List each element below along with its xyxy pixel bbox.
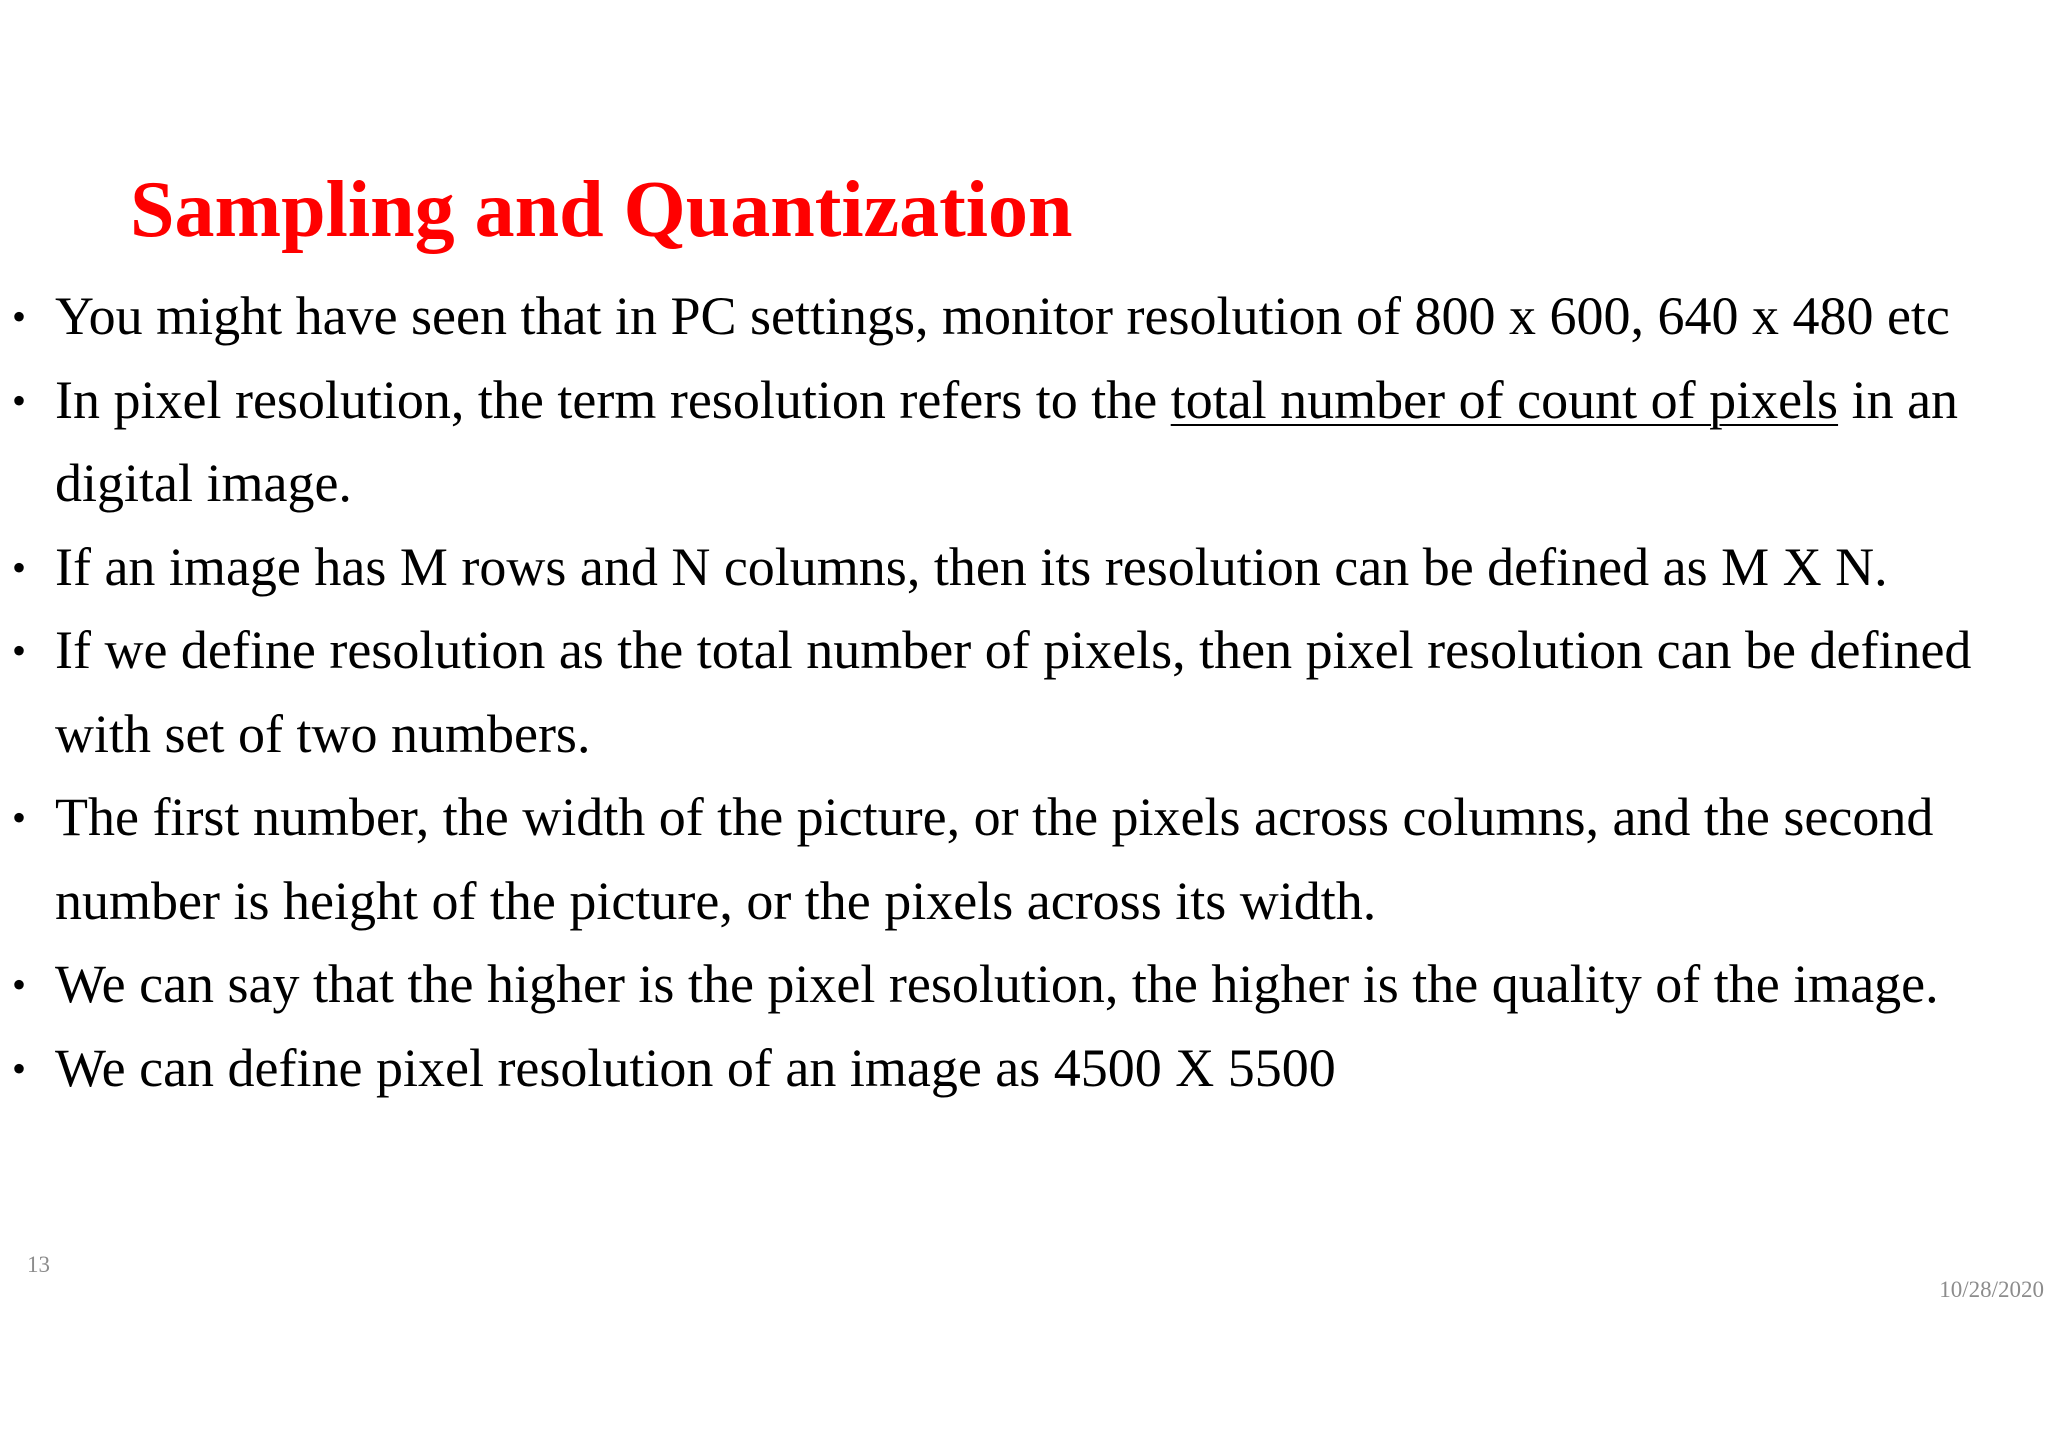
bullet-icon: • — [12, 294, 27, 339]
bullet-text-after: in an digital image. — [55, 369, 1959, 513]
bullet-icon: • — [12, 795, 27, 840]
slide-title: Sampling and Quantization — [130, 166, 1073, 254]
underlined-phrase: total number of count of pixels — [1170, 369, 1839, 430]
bullet-item-3 — [0, 526, 2040, 610]
bullet-text: If we define resolution as the total number of pixels, then pixel resolution can be defined with set of two numbers. — [55, 620, 1972, 764]
bullet-item-7 — [0, 1027, 2040, 1111]
bullet-icon: • — [12, 1045, 27, 1091]
slide-date: 10/28/2020 — [1939, 1277, 2044, 1302]
bullet-text: We can define pixel resolution of an image as 4500 X 5500 — [55, 1037, 1336, 1098]
bullet-item-6 — [0, 943, 2040, 1027]
bullet-item-2 — [0, 359, 2040, 526]
bullet-item-4 — [0, 609, 2040, 776]
bullet-text-before: In pixel resolution, the term resolution refers to the — [55, 369, 1171, 430]
bullet-list — [0, 275, 2040, 1110]
slide-number: 13 — [27, 1252, 50, 1277]
bullet-text: The first number, the width of the picture, or the pixels across columns, and the second number is height of the picture, or the pixels across its width. — [55, 787, 1934, 931]
bullet-text: If an image has M rows and N columns, then its resolution can be defined as M X N. — [55, 536, 1888, 597]
bullet-icon: • — [12, 377, 27, 423]
bullet-item-1 — [0, 275, 2040, 359]
bullet-text: We can say that the higher is the pixel resolution, the higher is the quality of the image. — [55, 954, 1939, 1014]
bullet-icon: • — [12, 544, 27, 590]
bullet-icon: • — [12, 962, 27, 1007]
bullet-item-5 — [0, 776, 2040, 943]
bullet-icon: • — [12, 628, 27, 673]
bullet-text: You might have seen that in PC settings, monitor resolution of 800 x 600, 640 x 480 etc — [55, 286, 1950, 346]
